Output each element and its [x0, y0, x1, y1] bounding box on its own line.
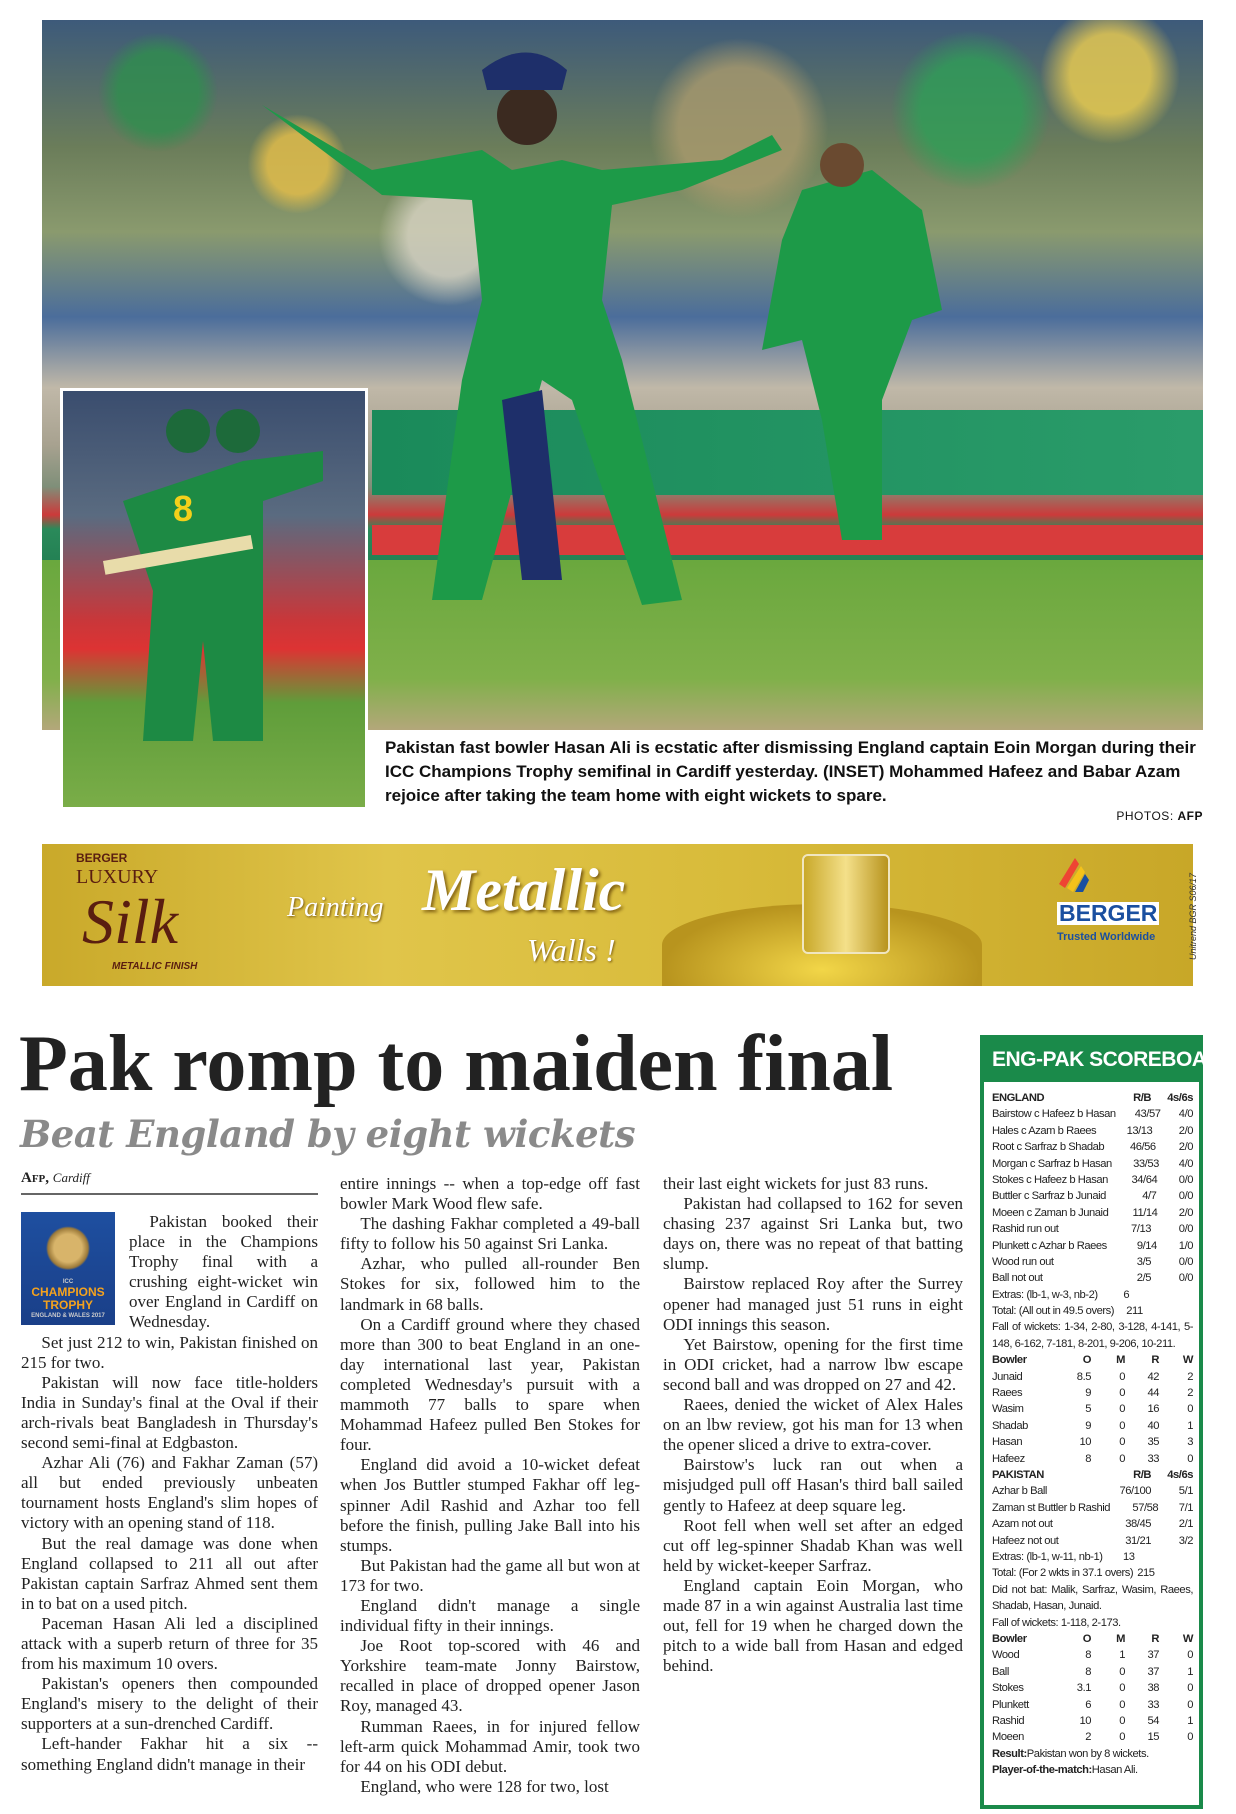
bowling-col-3: R: [1151, 1354, 1159, 1367]
wickets: 0: [1187, 1649, 1193, 1662]
extras-value: 6: [1123, 1288, 1130, 1301]
total-label: Total: (All out in 49.5 overs): [992, 1305, 1115, 1318]
total-value: 211: [1126, 1305, 1143, 1318]
runs: 33: [1147, 1698, 1159, 1711]
fours-sixes: 2/0: [1178, 1141, 1193, 1154]
wickets: 1: [1187, 1714, 1193, 1727]
embracing-players-figure: [63, 391, 371, 813]
bowling-row: [992, 1697, 1193, 1713]
spacer: [1155, 1565, 1193, 1581]
extras-value: 13: [1123, 1550, 1135, 1563]
bowler: Junaid: [992, 1370, 1023, 1383]
maidens: 0: [1119, 1370, 1125, 1383]
runs: 40: [1147, 1419, 1159, 1432]
fours-sixes: 0/0: [1178, 1255, 1193, 1268]
overs: 8: [1085, 1649, 1091, 1662]
wickets: 1: [1187, 1419, 1193, 1432]
wickets: 2: [1187, 1370, 1193, 1383]
bowler: Wasim: [992, 1403, 1024, 1416]
bowling-row: [992, 1664, 1193, 1680]
batsman: Stokes c Hafeez b Hasan: [992, 1173, 1108, 1186]
ad-slogan: Trusted Worldwide: [1057, 931, 1156, 943]
batsman: Moeen c Zaman b Junaid: [992, 1206, 1109, 1219]
berger-logo-icon: [1055, 854, 1091, 894]
maidens: 0: [1119, 1698, 1125, 1711]
runs: 16: [1147, 1403, 1159, 1416]
maidens: 0: [1119, 1436, 1125, 1449]
runs-balls: 3/5: [1136, 1255, 1151, 1268]
ad-logo-text: BERGER: [1059, 900, 1158, 926]
bowler: Wood: [992, 1649, 1020, 1662]
batting-row: [992, 1238, 1193, 1254]
article-paragraph: Set just 212 to win, Pakistan finished on 215 for two.: [21, 1332, 318, 1372]
batting-row: [992, 1139, 1193, 1155]
bowling-header: [992, 1352, 1193, 1368]
bowler: Stokes: [992, 1682, 1024, 1695]
bowler: Rashid: [992, 1714, 1025, 1727]
maidens: 1: [1119, 1649, 1125, 1662]
potm-value: Hasan Ali.: [1091, 1764, 1138, 1777]
col-runs-balls: R/B: [1133, 1469, 1151, 1482]
maidens: 0: [1119, 1387, 1125, 1400]
article-paragraph: Bairstow replaced Roy after the Surrey opener had managed just 51 runs in eight ODI innings this season.: [663, 1274, 963, 1334]
article-column-1: [21, 1212, 318, 1775]
overs: 2: [1085, 1731, 1091, 1744]
scoreboard-note: Fall of wickets: 1-118, 2-173.: [992, 1616, 1121, 1629]
spacer: [1151, 1303, 1193, 1319]
bowler: Hafeez: [992, 1452, 1025, 1465]
runs: 44: [1147, 1387, 1159, 1400]
article-paragraph: England, who were 128 for two, lost: [360, 1776, 609, 1796]
maidens: 0: [1119, 1682, 1125, 1695]
batting-row: [992, 1500, 1193, 1516]
bowling-col-4: W: [1182, 1354, 1193, 1367]
wickets: 0: [1187, 1452, 1193, 1465]
fours-sixes: 2/1: [1178, 1518, 1193, 1531]
batsman: Azhar b Ball: [992, 1485, 1047, 1498]
fours-sixes: 7/1: [1178, 1501, 1193, 1514]
batting-row: [992, 1172, 1193, 1188]
runs-balls: 9/14: [1136, 1239, 1157, 1252]
col-fours-sixes: 4s/6s: [1167, 1092, 1193, 1104]
article-paragraph: Azhar Ali (76) and Fakhar Zaman (57) all but ended previously unbeaten tournament hosts England's slim hopes of victory with an opening stand of 118.: [21, 1453, 318, 1533]
paint-can-image: [802, 854, 890, 954]
batsman: Zaman st Buttler b Rashid: [992, 1501, 1111, 1514]
spacer: [1151, 1287, 1193, 1303]
batting-row: [992, 1123, 1193, 1139]
logo-icc: ICC: [62, 1279, 74, 1285]
runs: 33: [1147, 1452, 1159, 1465]
maidens: 0: [1119, 1403, 1125, 1416]
bowling-row: [992, 1647, 1193, 1663]
credit-source: AFP: [1177, 809, 1203, 823]
ad-tagline-2: Metallic: [422, 857, 626, 923]
article-paragraph: Rumman Raees, in for injured fellow left-arm quick Mohammad Amir, took two for 44 on his ODI debut.: [340, 1716, 640, 1776]
article-paragraph: Joe Root top-scored with 46 and Yorkshire team-mate Jonny Bairstow, recalled in place of dropped opener Jason Roy, managed 43.: [340, 1636, 640, 1716]
result-line: [992, 1746, 1193, 1762]
scoreboard-title: ENG-PAK SCOREBOARD: [984, 1039, 1199, 1082]
runs: 54: [1147, 1714, 1159, 1727]
batting-row: [992, 1106, 1193, 1122]
photo-credit: [385, 808, 1203, 824]
wickets: 2: [1187, 1387, 1193, 1400]
batting-header: [992, 1467, 1193, 1483]
batsman: Morgan c Sarfraz b Hasan: [992, 1157, 1112, 1170]
article-paragraph: entire innings -- when a top-edge off fast bowler Mark Wood flew safe.: [340, 1174, 640, 1214]
scoreboard: [980, 1035, 1236, 1809]
bowling-col-0: Bowler: [992, 1632, 1027, 1645]
batting-row: [992, 1221, 1193, 1237]
batsman: Buttler c Sarfraz b Junaid: [992, 1190, 1106, 1203]
batsman: Hales c Azam b Raees: [992, 1124, 1097, 1137]
bowling-row: [992, 1401, 1193, 1417]
runs-balls: 7/13: [1131, 1223, 1151, 1236]
fours-sixes: 0/0: [1178, 1223, 1193, 1236]
overs: 8.5: [1076, 1370, 1091, 1383]
total-label: Total: (For 2 wkts in 37.1 overs): [992, 1567, 1134, 1580]
bowling-row: [992, 1729, 1193, 1745]
wickets: 0: [1187, 1682, 1193, 1695]
fours-sixes: 1/0: [1178, 1239, 1193, 1252]
wickets: 0: [1187, 1731, 1193, 1744]
article-paragraph: Root fell when well set after an edged cut off leg-spinner Shadab Khan was well held by wicket-keeper Sarfraz.: [663, 1515, 963, 1575]
batting-row: [992, 1188, 1193, 1204]
article-paragraph: Left-hander Fakhar hit a six -- something England didn't manage in their: [21, 1734, 318, 1774]
spacer: [1151, 1549, 1193, 1565]
runs-balls: 33/53: [1133, 1157, 1159, 1170]
batsman: Root c Sarfraz b Shadab: [992, 1141, 1105, 1154]
bowling-col-3: R: [1151, 1632, 1159, 1645]
col-fours-sixes: 4s/6s: [1167, 1469, 1193, 1482]
runs-balls: 46/56: [1129, 1141, 1156, 1154]
article-paragraph: England captain Eoin Morgan, who made 87 in a win against Australia last time out, fell for 19 when he charged down the pitch to a wide ball from Hasan and edged behind.: [663, 1575, 963, 1676]
total-value: 215: [1137, 1567, 1155, 1580]
bowler: Ball: [992, 1665, 1009, 1678]
article-paragraph: England didn't manage a single individual fifty in their innings.: [340, 1595, 640, 1636]
overs: 10: [1079, 1714, 1091, 1727]
result-value: Pakistan won by 8 wickets.: [1026, 1747, 1149, 1760]
overs: 9: [1085, 1419, 1091, 1432]
ad-brand: BERGER: [76, 851, 128, 865]
svg-text:8: 8: [173, 488, 194, 529]
photo-caption: [385, 736, 1203, 824]
article-paragraph: Paceman Hasan Ali led a disciplined attack with a superb return of three for 35 from his maximum 10 overs.: [21, 1613, 318, 1674]
runs: 35: [1147, 1436, 1159, 1449]
article-column-2: [340, 1174, 640, 1797]
byline-place: Cardiff: [52, 1170, 90, 1185]
fours-sixes: 2/0: [1178, 1124, 1193, 1137]
credit-label: PHOTOS:: [1116, 809, 1174, 823]
batsman: Azam not out: [992, 1518, 1053, 1531]
extras-row: [992, 1549, 1193, 1565]
runs-balls: 34/64: [1131, 1173, 1158, 1186]
batting-row: [992, 1533, 1193, 1549]
byline: [21, 1170, 318, 1195]
article-paragraph: Bairstow's luck ran out when a misjudged pull off Hasan's third ball sailed gently to Hafeez at deep square leg.: [663, 1455, 963, 1515]
runs-balls: 13/13: [1126, 1124, 1153, 1137]
bowling-row: [992, 1418, 1193, 1434]
batsman: Hafeez not out: [992, 1534, 1059, 1547]
article-paragraph: But the real damage was done when England collapsed to 211 all out after Pakistan captain Sarfraz Ahmed sent them in to bat on a used pitch.: [21, 1533, 318, 1613]
ad-tagline-1: Painting: [287, 892, 384, 923]
overs: 8: [1085, 1665, 1091, 1678]
batting-header: [992, 1090, 1193, 1106]
overs: 6: [1085, 1698, 1091, 1711]
batting-row: [992, 1156, 1193, 1172]
scoreboard-note: Did not bat: Malik, Sarfraz, Wasim, Raees, Shadab, Hasan, Junaid.: [992, 1583, 1193, 1613]
bowler: Raees: [992, 1387, 1023, 1400]
extras-label: Extras: (lb-1, w-3, nb-2): [992, 1288, 1098, 1301]
article-paragraph: Pakistan booked their place in the Champions Trophy final with a crushing eight-wicket win over England in Cardiff on Wednesday.: [129, 1212, 318, 1332]
total-row: [992, 1303, 1193, 1319]
logo-host: ENGLAND & WALES 2017: [31, 1313, 105, 1319]
bowling-col-1: O: [1082, 1632, 1091, 1645]
fours-sixes: 4/0: [1178, 1157, 1193, 1170]
fours-sixes: 0/0: [1178, 1272, 1193, 1285]
wickets: 0: [1187, 1403, 1193, 1416]
article-paragraph: But Pakistan had the game all but won at 173 for two.: [340, 1555, 640, 1595]
bowler: Shadab: [992, 1419, 1028, 1432]
runs-balls: 38/45: [1125, 1518, 1151, 1531]
batsman: Rashid run out: [992, 1223, 1059, 1236]
ad-luxury: LUXURY: [76, 866, 159, 888]
bowling-col-4: W: [1182, 1632, 1193, 1645]
bowling-row: [992, 1680, 1193, 1696]
fours-sixes: 2/0: [1178, 1206, 1193, 1219]
ad-code: Unitrend BGR S06/17: [1188, 872, 1198, 960]
batting-row: [992, 1254, 1193, 1270]
bowling-col-0: Bowler: [992, 1354, 1027, 1367]
runs-balls: 57/58: [1132, 1501, 1159, 1514]
total-row: [992, 1565, 1193, 1581]
logo-champions: CHAMPIONS: [31, 1285, 105, 1299]
bowler: Plunkett: [992, 1698, 1029, 1711]
extras-row: [992, 1287, 1193, 1303]
maidens: 0: [1119, 1419, 1125, 1432]
runs-balls: 2/5: [1136, 1272, 1151, 1285]
caption-text: Pakistan fast bowler Hasan Ali is ecstatic after dismissing England captain Eoin Morgan during their ICC Champions Trophy semifinal in Cardiff yesterday. (INSET) Mohammed Hafeez and Babar Azam rejoice after taking the team home with eight wickets to spare.: [385, 738, 1196, 805]
runs: 38: [1147, 1682, 1159, 1695]
overs: 5: [1085, 1403, 1091, 1416]
maidens: 0: [1119, 1731, 1125, 1744]
runs: 42: [1147, 1370, 1159, 1383]
potm-label: Player-of-the-match:: [992, 1764, 1092, 1777]
runs-balls: 11/14: [1132, 1206, 1158, 1219]
runs-balls: 43/57: [1134, 1108, 1161, 1121]
bowler: Moeen: [992, 1731, 1024, 1744]
runs: 15: [1147, 1731, 1159, 1744]
bowling-col-2: M: [1116, 1632, 1125, 1645]
maidens: 0: [1119, 1452, 1125, 1465]
overs: 3.1: [1076, 1682, 1091, 1695]
runs-balls: 31/21: [1125, 1534, 1151, 1547]
batting-row: [992, 1205, 1193, 1221]
bowling-row: [992, 1434, 1193, 1450]
batsman: Plunkett c Azhar b Raees: [992, 1239, 1107, 1252]
bowler: Hasan: [992, 1436, 1023, 1449]
bowling-row: [992, 1385, 1193, 1401]
scoreboard-note: Fall of wickets: 1-34, 2-80, 3-128, 4-141, 5-148, 6-162, 7-181, 8-201, 9-206, 10-211.: [992, 1321, 1193, 1350]
article-paragraph: Azhar, who pulled all-rounder Ben Stokes for six, followed him to the landmark in 68 balls.: [340, 1254, 640, 1314]
ad-product-name: Silk: [82, 886, 178, 957]
col-runs-balls: R/B: [1133, 1092, 1151, 1104]
bowling-col-1: O: [1082, 1354, 1091, 1367]
bowling-row: [992, 1713, 1193, 1729]
batsman: Ball not out: [992, 1272, 1043, 1285]
article-paragraph: Raees, denied the wicket of Alex Hales on an lbw review, got his man for 13 when the opener sliced a drive to extra-cover.: [663, 1395, 963, 1455]
ad-tagline-3: Walls !: [527, 932, 616, 968]
article-column-3: [663, 1174, 963, 1676]
article-paragraph: On a Cardiff ground where they chased more than 300 to beat England in an one-day international last year, Pakistan completed Wednesday's pursuit with a mammoth 77 balls to spare when Mohammad Hafeez pulled Ben Stokes for four.: [340, 1314, 640, 1455]
potm-line: [992, 1762, 1193, 1778]
batsman: Bairstow c Hafeez b Hasan: [992, 1108, 1116, 1121]
bowling-col-2: M: [1116, 1354, 1125, 1367]
maidens: 0: [1119, 1714, 1125, 1727]
fours-sixes: 4/0: [1178, 1108, 1193, 1121]
batting-row: [992, 1270, 1193, 1286]
scoreboard-body: [984, 1082, 1199, 1779]
batsman: Wood run out: [992, 1255, 1054, 1268]
fours-sixes: 3/2: [1178, 1534, 1193, 1547]
champions-trophy-logo: [21, 1212, 115, 1325]
fours-sixes: 0/0: [1178, 1173, 1193, 1186]
maidens: 0: [1119, 1665, 1125, 1678]
team-name: ENGLAND: [992, 1092, 1045, 1104]
headline: Pak romp to maiden final: [19, 1020, 894, 1108]
article-paragraph: The dashing Fakhar completed a 49-ball fifty to follow his 50 against Sri Lanka.: [340, 1214, 640, 1254]
article-paragraph: Pakistan will now face title-holders India in Sunday's final at the Oval if their arch-rivals beat Bangladesh in Thursday's second semi-final at Edgbaston.: [21, 1372, 318, 1453]
bowling-row: [992, 1369, 1193, 1385]
batting-row: [992, 1516, 1193, 1532]
article-paragraph: Pakistan's openers then compounded England's misery to the delight of their supporters at a sun-drenched Cardiff.: [21, 1674, 318, 1734]
runs: 37: [1147, 1649, 1159, 1662]
extras-label: Extras: (lb-1, w-11, nb-1): [992, 1550, 1103, 1563]
wickets: 3: [1187, 1436, 1193, 1449]
overs: 8: [1085, 1452, 1091, 1465]
bowling-header: [992, 1631, 1193, 1647]
runs-balls: 76/100: [1119, 1485, 1151, 1498]
batting-row: [992, 1483, 1193, 1499]
wickets: 0: [1187, 1698, 1193, 1711]
fours-sixes: 5/1: [1178, 1485, 1193, 1498]
fours-sixes: 0/0: [1178, 1190, 1193, 1203]
wickets: 1: [1187, 1665, 1193, 1678]
overs: 10: [1079, 1436, 1091, 1449]
overs: 9: [1085, 1387, 1091, 1400]
runs-balls: 4/7: [1142, 1190, 1157, 1203]
team-name: PAKISTAN: [992, 1469, 1044, 1482]
subheadline: Beat England by eight wickets: [20, 1112, 636, 1156]
logo-trophy: TROPHY: [42, 1298, 93, 1312]
bowling-row: [992, 1451, 1193, 1467]
article-paragraph: Yet Bairstow, opening for the first time in ODI cricket, had a narrow lbw escape second ball and was dropped on 27 and 42.: [663, 1334, 963, 1394]
article-paragraph: their last eight wickets for just 83 runs.: [663, 1174, 929, 1193]
berger-advertisement[interactable]: [42, 844, 1193, 986]
byline-agency: Afp,: [21, 1170, 50, 1186]
article-paragraph: Pakistan had collapsed to 162 for seven chasing 237 against Sri Lanka but, two days on, there was no repeat of that batting slump.: [663, 1194, 963, 1274]
runs: 37: [1147, 1665, 1159, 1678]
ad-finish: METALLIC FINISH: [112, 961, 198, 972]
inset-photo: [60, 388, 368, 810]
article-paragraph: England did avoid a 10-wicket defeat when Jos Buttler stumped Fakhar off leg-spinner Adil Rashid and Azhar too fell before the finish, pulling Jake Ball into his stumps.: [340, 1455, 640, 1555]
result-label: Result:: [992, 1747, 1027, 1760]
